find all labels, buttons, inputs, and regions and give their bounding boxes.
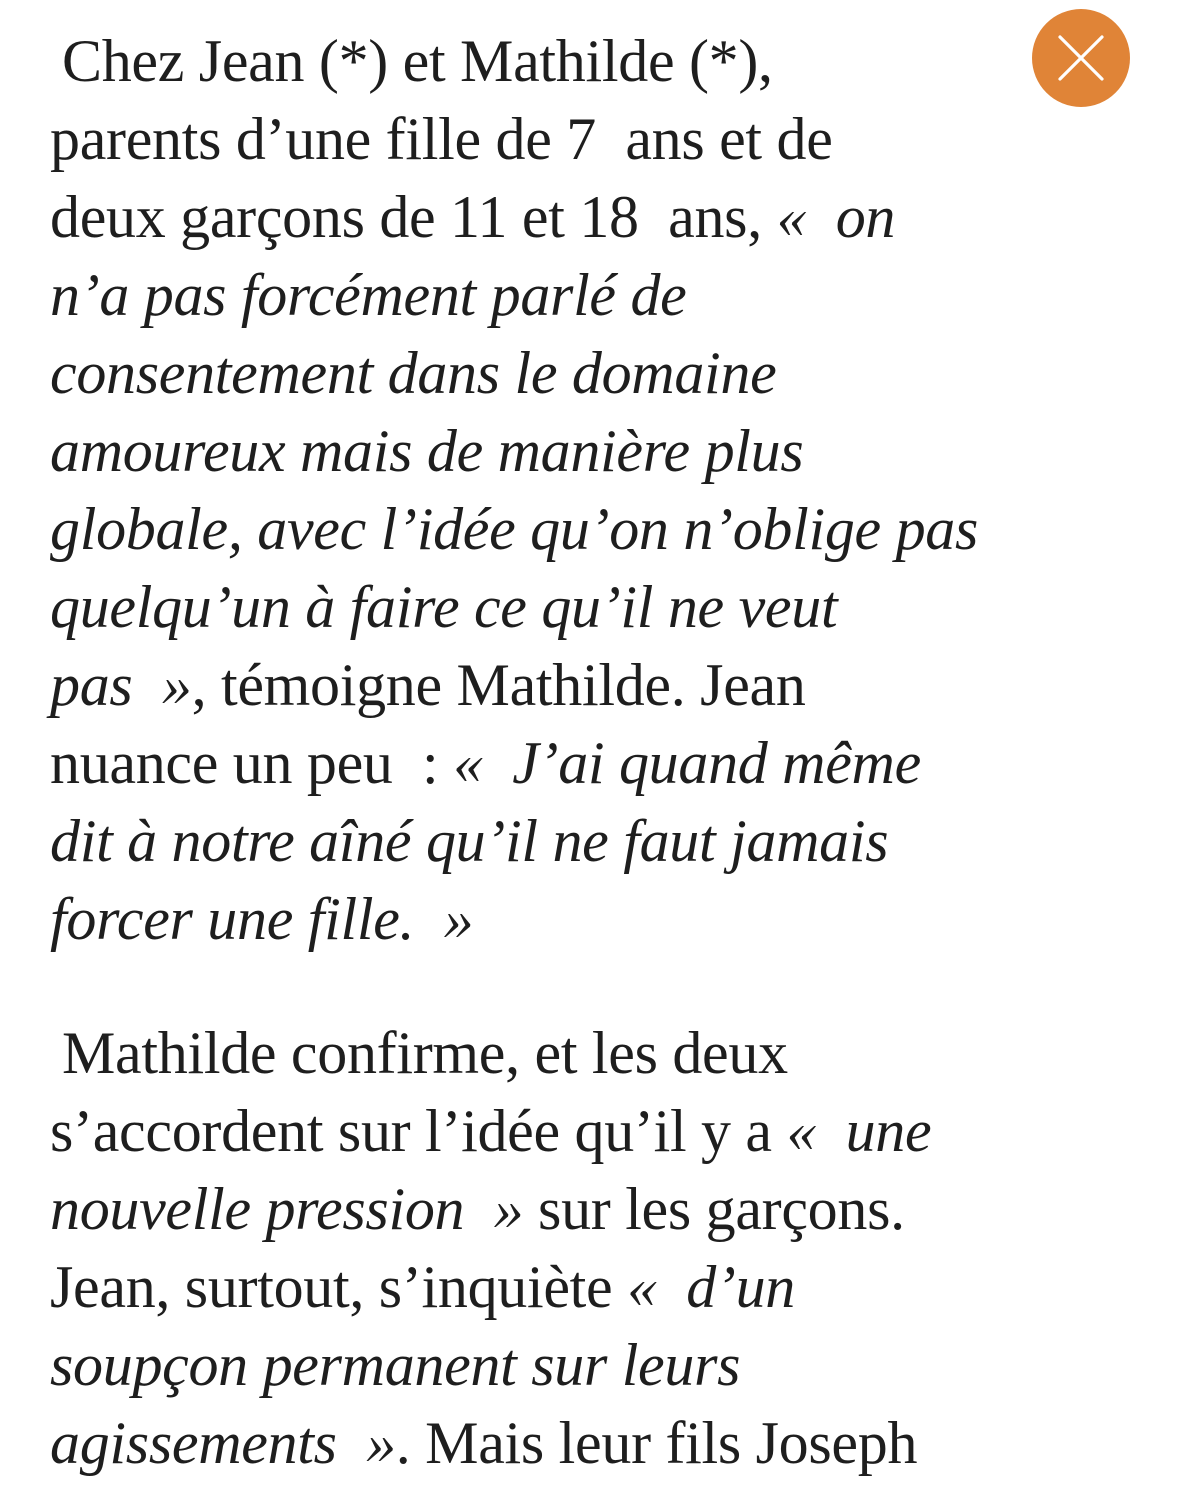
- text-line: [50, 1170, 1140, 1248]
- text-line: [50, 178, 1140, 256]
- text-line: [50, 802, 1140, 880]
- text-line: [50, 490, 1140, 568]
- text-line: [50, 412, 1140, 490]
- text-line: [50, 880, 1140, 958]
- body-text: parents d’une fille de 7 ans et de: [50, 106, 833, 172]
- text-line: [50, 1092, 1140, 1170]
- text-line: [50, 334, 1140, 412]
- quote-text: consentement dans le domaine: [50, 340, 777, 406]
- quote-text: soupçon permanent sur leurs: [50, 1332, 741, 1398]
- body-text: Mathilde confirme, et les deux: [62, 1020, 788, 1086]
- body-text: nuance un peu :: [50, 730, 454, 796]
- text-line: [50, 1014, 1140, 1092]
- text-line: [50, 568, 1140, 646]
- body-text: Chez Jean (*) et Mathilde (*),: [62, 28, 773, 94]
- quote-text: nouvelle pression »: [50, 1176, 524, 1242]
- quote-text: pas »: [50, 652, 192, 718]
- quote-text: dit à notre aîné qu’il ne faut jamais: [50, 808, 889, 874]
- text-line: [50, 22, 1140, 100]
- article-paragraph: [50, 22, 1140, 958]
- text-line: [50, 256, 1140, 334]
- quote-text: forcer une fille. »: [50, 886, 474, 952]
- body-text: deux garçons de 11 et 18 ans,: [50, 184, 777, 250]
- text-line: [50, 1326, 1140, 1404]
- text-line: [50, 1248, 1140, 1326]
- text-line: [50, 100, 1140, 178]
- paragraph-gap: [50, 958, 1140, 1014]
- close-button[interactable]: [1032, 9, 1130, 107]
- quote-text: globale, avec l’idée qu’on n’oblige pas: [50, 496, 979, 562]
- quote-text: « une: [786, 1098, 932, 1164]
- quote-text: n’a pas forcément parlé de: [50, 262, 687, 328]
- quote-text: « d’un: [627, 1254, 795, 1320]
- body-text: . Mais leur fils Joseph: [395, 1410, 918, 1476]
- article-paragraph: [50, 1014, 1140, 1482]
- quote-text: « on: [776, 184, 896, 250]
- body-text: , témoigne Mathilde. Jean: [191, 652, 806, 718]
- quote-text: « J’ai quand même: [453, 730, 921, 796]
- quote-text: amoureux mais de manière plus: [50, 418, 804, 484]
- close-icon: [1056, 33, 1106, 83]
- text-line: [50, 646, 1140, 724]
- body-text: Jean, surtout, s’inquiète: [50, 1254, 628, 1320]
- body-text: s’accordent sur l’idée qu’il y a: [50, 1098, 787, 1164]
- body-text: sur les garçons.: [523, 1176, 905, 1242]
- article-body: [50, 22, 1140, 1482]
- text-line: [50, 1404, 1140, 1482]
- quote-text: quelqu’un à faire ce qu’il ne veut: [50, 574, 838, 640]
- text-line: [50, 724, 1140, 802]
- quote-text: agissements »: [50, 1410, 396, 1476]
